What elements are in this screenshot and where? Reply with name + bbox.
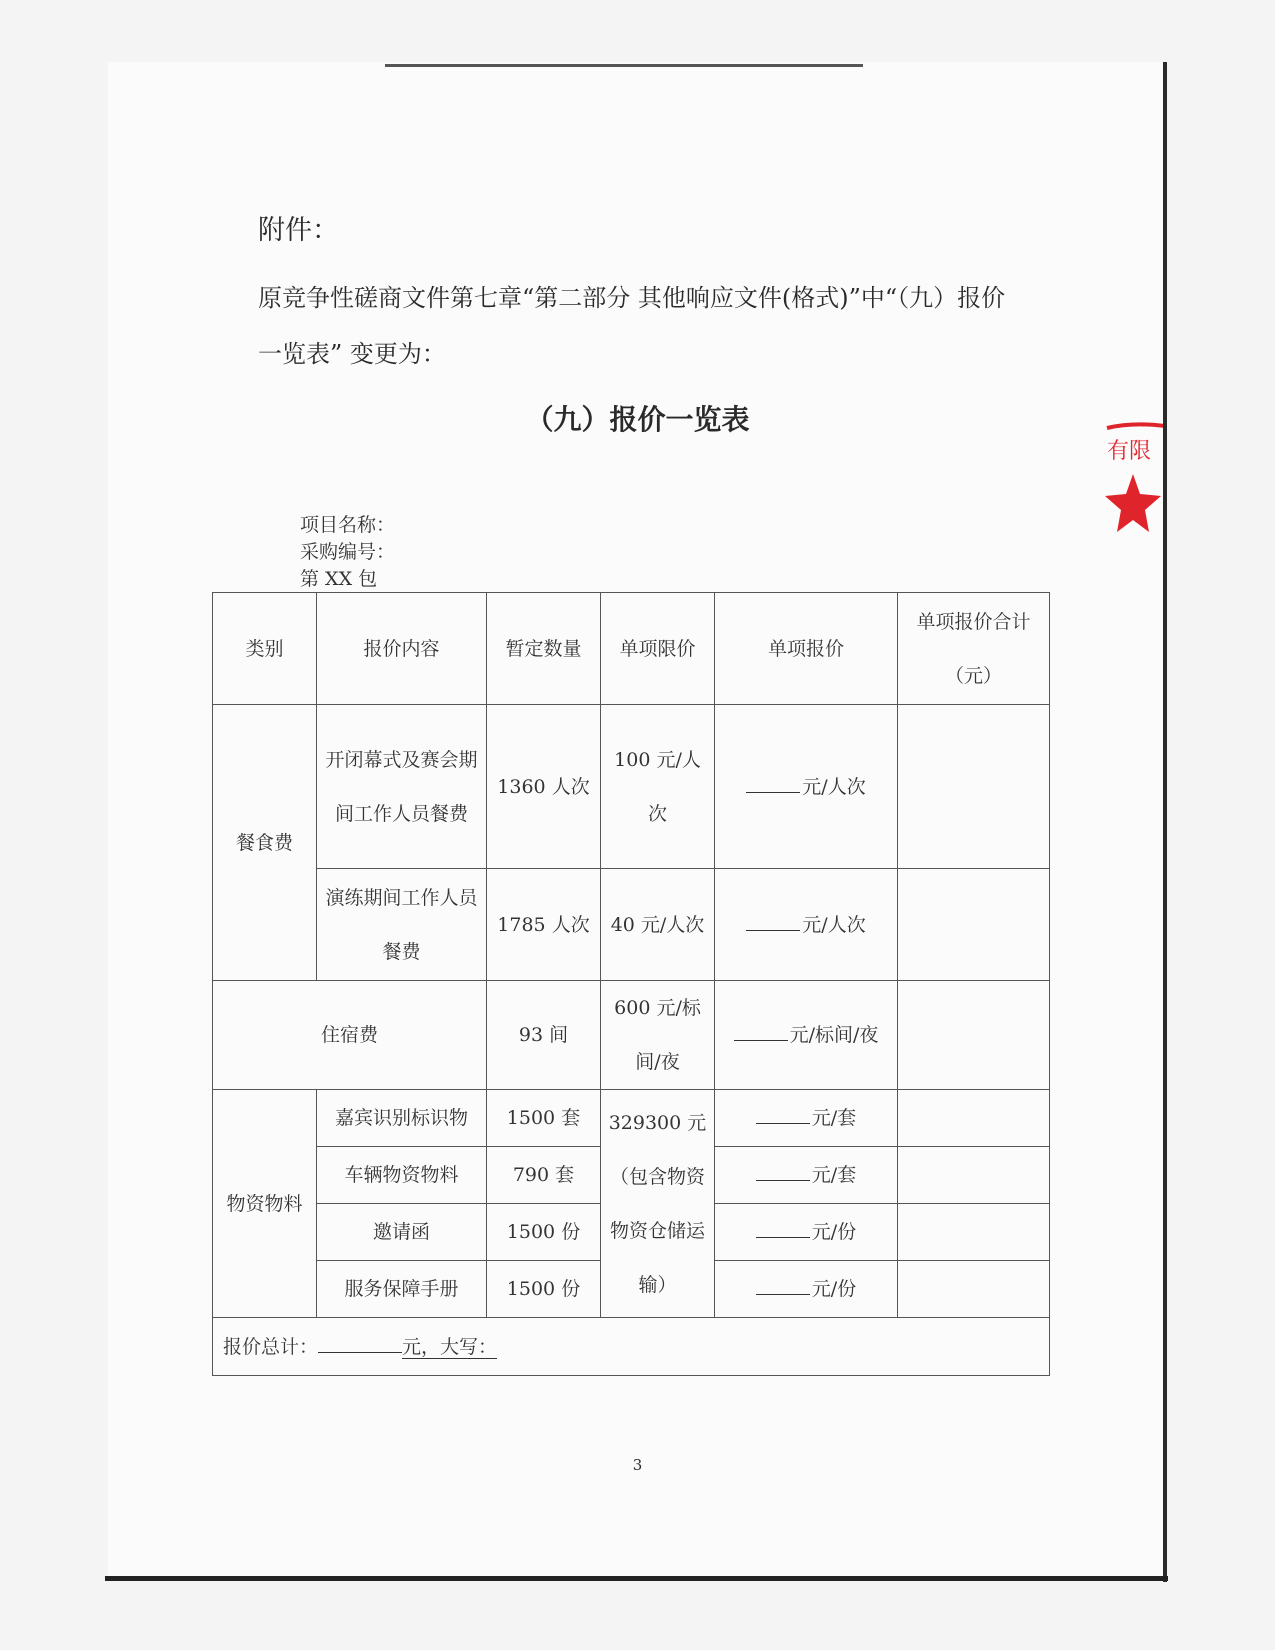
header-category: 类别 [213,593,317,705]
table-row [213,981,1050,1090]
quote-unit: 元/人次 [802,775,866,798]
scan-edge-bottom [105,1576,1168,1581]
total-cell[interactable] [898,1261,1050,1318]
category-cell: 物资物料 [213,1090,317,1318]
total-cell[interactable] [898,1204,1050,1261]
table-row [213,1090,1050,1147]
table-row [213,869,1050,981]
seal-stamp-icon [1103,422,1163,572]
quote-cell[interactable] [715,1090,898,1147]
quote-cell[interactable] [715,869,898,981]
header-total: 单项报价合计（元） [898,593,1050,705]
table-title: （九）报价一览表 [525,403,750,436]
total-suffix: 元，大写： [402,1335,498,1358]
content-cell: 演练期间工作人员餐费 [317,869,487,981]
quote-unit: 元/套 [811,1164,857,1186]
scan-edge-top [385,64,863,67]
annex-label: 附件： [258,215,339,246]
limit-cell: 40 元/人次 [601,869,715,981]
procurement-number-label: 采购编号： [300,541,396,563]
total-cell[interactable] [898,981,1050,1090]
company-seal [1103,422,1163,572]
quantity-cell: 1500 份 [487,1261,601,1318]
content-cell: 邀请函 [317,1204,487,1261]
total-cell[interactable] [898,1090,1050,1147]
quote-blank[interactable] [756,1217,810,1238]
quote-blank[interactable] [746,910,800,931]
content-cell: 嘉宾识别标识物 [317,1090,487,1147]
project-name-label: 项目名称： [300,514,396,536]
intro-text: 原竞争性磋商文件第七章“第二部分 其他响应文件(格式)”中“（九）报价一览表” 变更为： [258,284,1006,368]
header-quantity: 暂定数量 [487,593,601,705]
quantity-cell: 790 套 [487,1147,601,1204]
total-row [213,1318,1050,1376]
quote-blank[interactable] [756,1103,810,1124]
page-number: 3 [632,1456,643,1474]
limit-cell: 600 元/标间/夜 [601,981,715,1090]
header-content: 报价内容 [317,593,487,705]
total-cell[interactable] [898,1147,1050,1204]
quote-cell[interactable] [715,1147,898,1204]
limit-cell: 329300 元（包含物资物资仓储运输） [601,1090,715,1318]
quote-cell[interactable] [715,1261,898,1318]
header-limit: 单项限价 [601,593,715,705]
total-amount-blank[interactable] [318,1332,402,1353]
content-cell: 服务保障手册 [317,1261,487,1318]
quote-cell[interactable] [715,1204,898,1261]
quantity-cell: 1500 份 [487,1204,601,1261]
quote-blank[interactable] [756,1160,810,1181]
project-meta [300,512,395,593]
category-cell: 餐食费 [213,705,317,981]
quote-unit: 元/人次 [802,913,866,936]
content-cell: 车辆物资物料 [317,1147,487,1204]
seal-text: 有限 [1107,439,1152,464]
quantity-cell: 93 间 [487,981,601,1090]
limit-cell: 100 元/人次 [601,705,715,869]
table-row [213,705,1050,869]
header-quote: 单项报价 [715,593,898,705]
quote-unit: 元/份 [811,1221,857,1243]
quote-cell[interactable] [715,981,898,1090]
package-label: 第 XX 包 [300,568,378,590]
total-cell[interactable] [898,869,1050,981]
quote-blank[interactable] [746,772,800,793]
quotation-table [212,592,1050,1376]
scan-edge-right [1163,62,1167,1582]
quote-cell[interactable] [715,705,898,869]
content-cell: 开闭幕式及赛会期间工作人员餐费 [317,705,487,869]
quantity-cell: 1360 人次 [487,705,601,869]
quantity-cell: 1500 套 [487,1090,601,1147]
total-label: 报价总计： [223,1335,319,1358]
quantity-cell: 1785 人次 [487,869,601,981]
quote-blank[interactable] [734,1020,788,1041]
quote-blank[interactable] [756,1274,810,1295]
category-cell: 住宿费 [213,981,487,1090]
quote-unit: 元/套 [811,1107,857,1129]
header-row [213,593,1050,705]
grand-total-cell[interactable] [213,1318,1050,1376]
quote-unit: 元/标间/夜 [789,1024,879,1046]
quote-unit: 元/份 [811,1278,857,1300]
total-cell[interactable] [898,705,1050,869]
